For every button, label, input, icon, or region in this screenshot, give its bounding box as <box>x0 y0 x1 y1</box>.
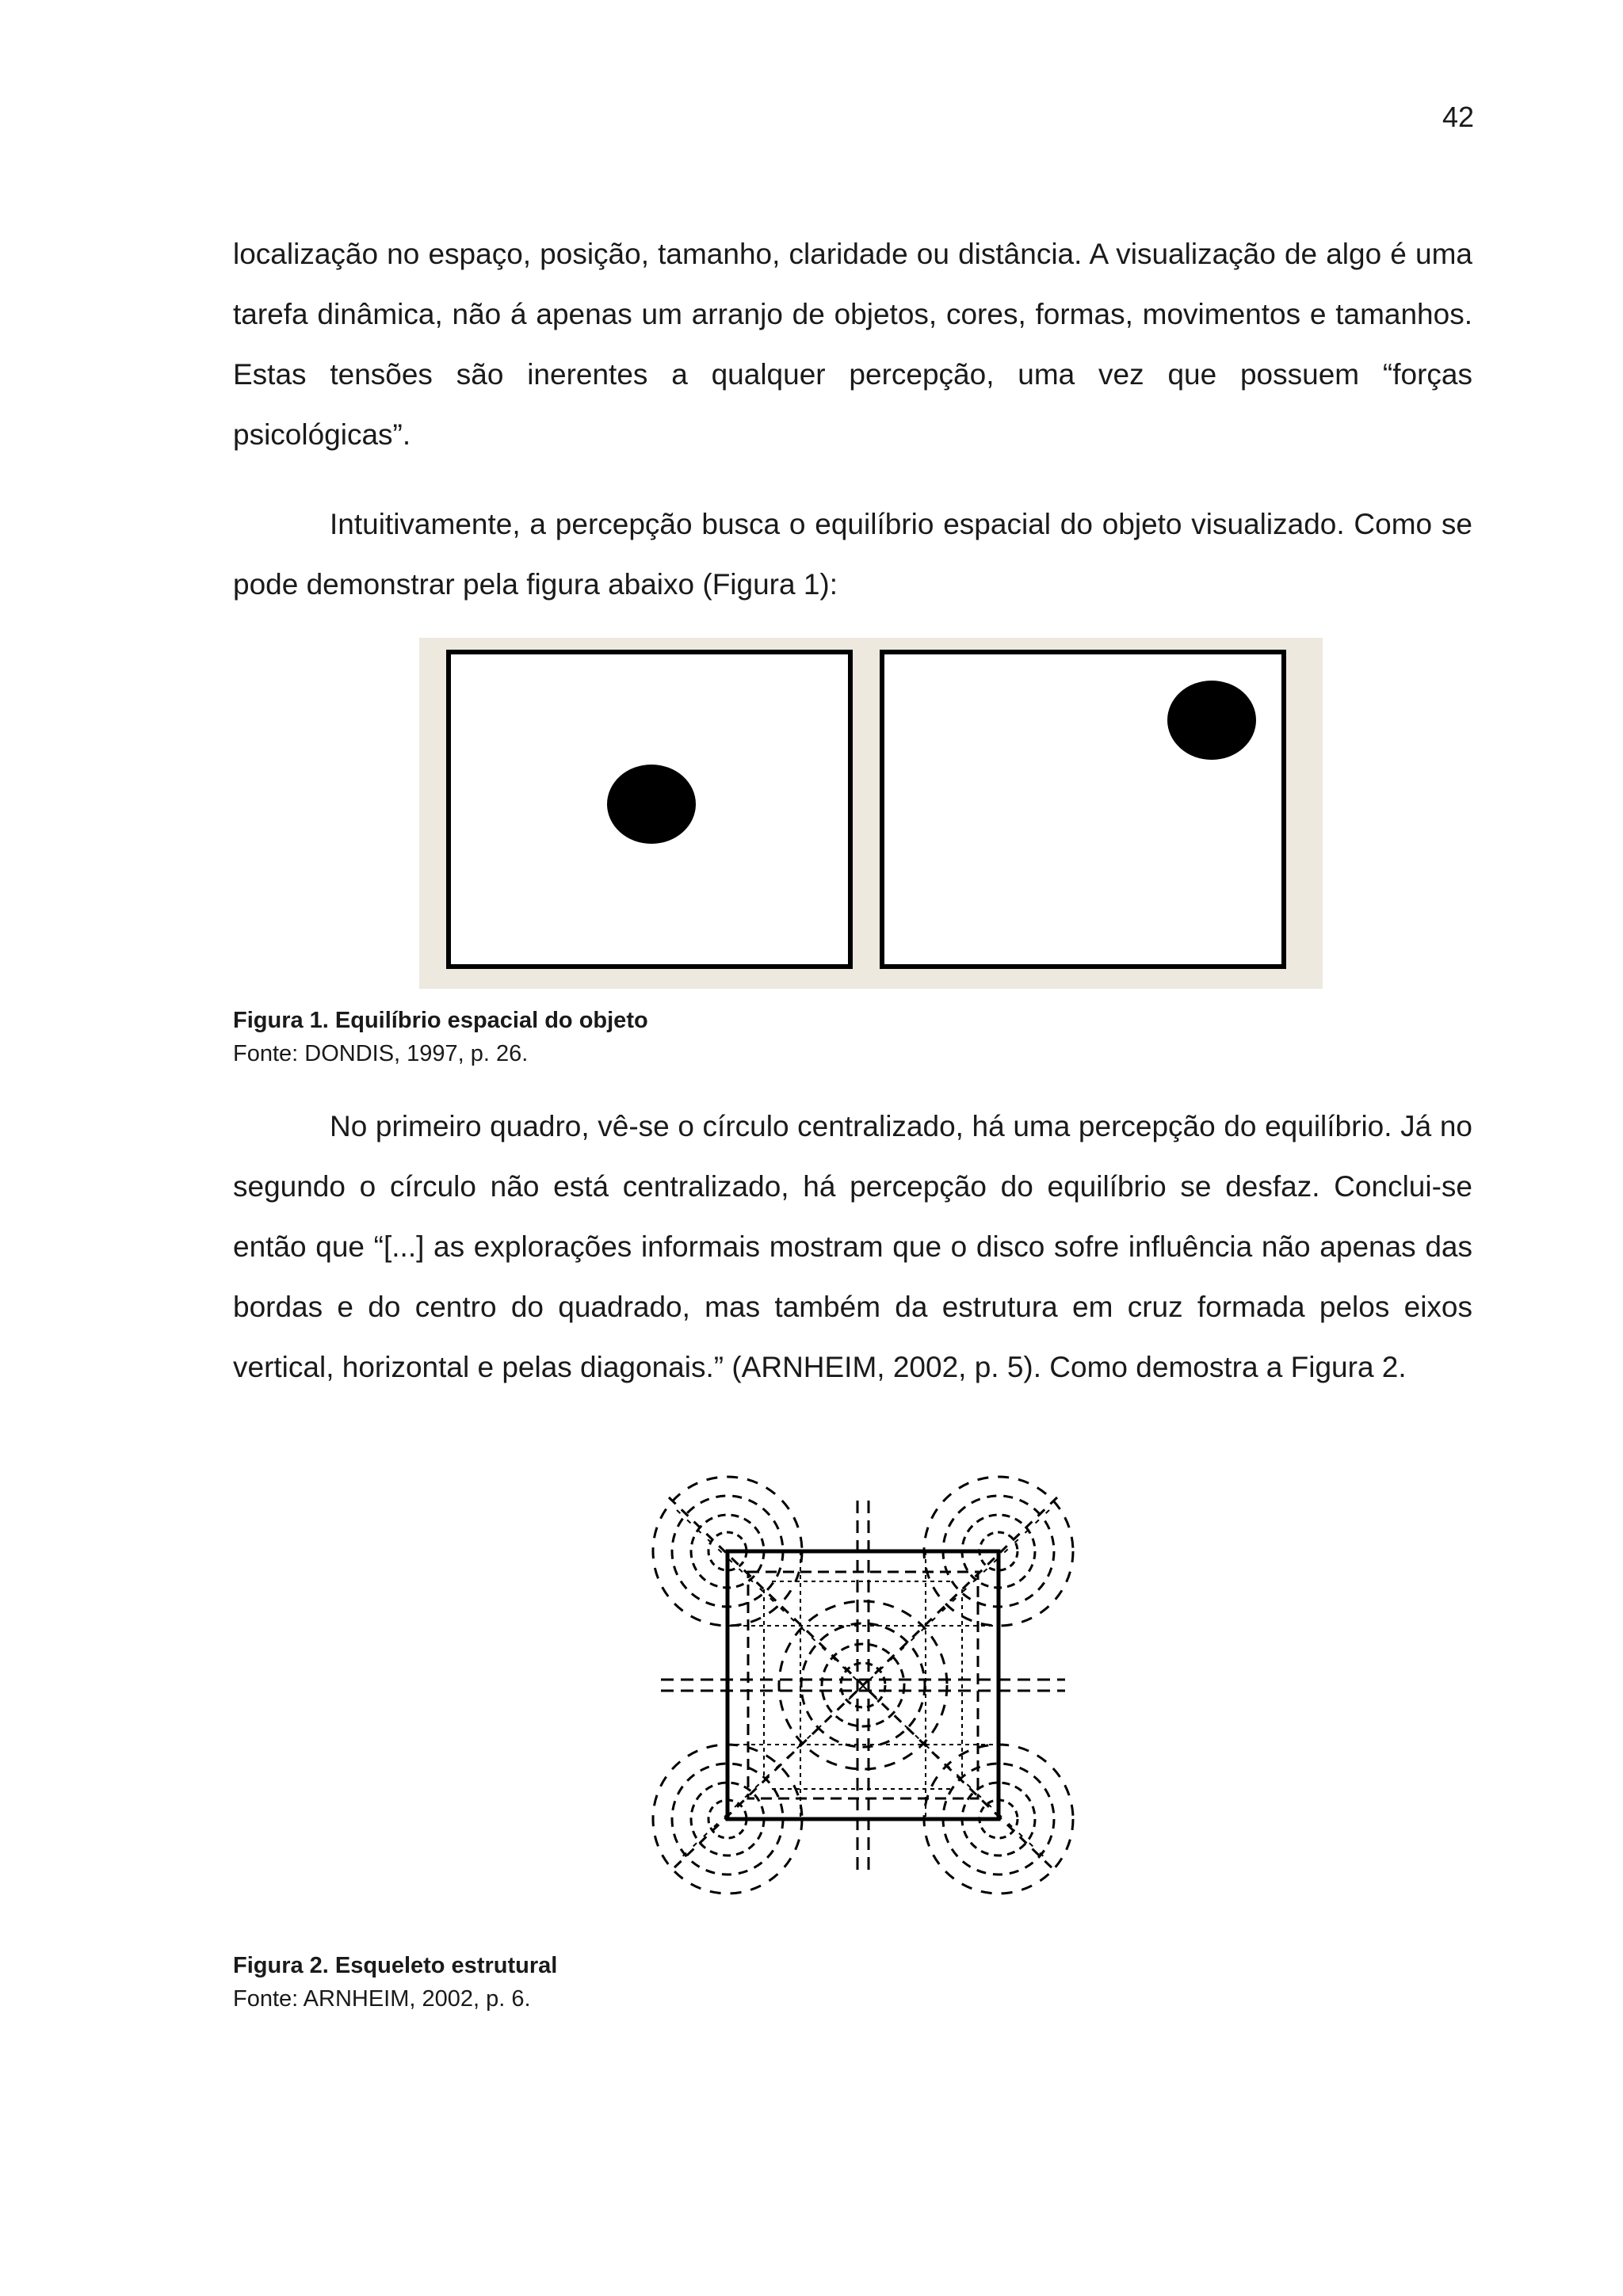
figure-2-title: Figura 2. Esqueleto estrutural <box>233 1953 558 1978</box>
paragraph-3: No primeiro quadro, vê-se o círculo centralizado, há uma percepção do equilíbrio. Já no segundo o círculo não está centralizado, há percepção do equilíbrio se desfaz. Conclui-se então que “[...] as explorações informais mostram que o disco sofre influência não apenas das bordas e do centro do quadrado, mas também da estrutura em cruz formada pelos eixos vertical, horizontal e pelas diagonais.” (ARNHEIM, 2002, p. 5). Como demostra a Figura 2. <box>233 1110 1472 1383</box>
figure-1-image <box>419 638 1323 989</box>
paragraph-2: Intuitivamente, a percepção busca o equilíbrio espacial do objeto visualizado. Como se pode demonstrar pela figura abaixo (Figura 1): <box>233 508 1472 601</box>
figure-2-caption <box>233 1949 557 2016</box>
paragraph-1: localização no espaço, posição, tamanho, claridade ou distância. A visualização de algo é uma tarefa dinâmica, não á apenas um arranjo de objetos, cores, formas, movimentos e tamanhos. Estas tensões são inerentes a qualquer percepção, uma vez que possuem “forças psicológicas”. <box>233 238 1472 451</box>
offset-disc <box>1167 681 1256 760</box>
page-number: 42 <box>1442 101 1474 133</box>
centered-disc <box>607 765 696 844</box>
figure-1-title: Figura 1. Equilíbrio espacial do objeto <box>233 1008 648 1033</box>
figure-1-source: Fonte: DONDIS, 1997, p. 26. <box>233 1041 529 1066</box>
figure-1-caption <box>233 1004 648 1070</box>
figure-2-source: Fonte: ARNHEIM, 2002, p. 6. <box>233 1986 531 2012</box>
figure-2-image <box>645 1463 1081 1906</box>
